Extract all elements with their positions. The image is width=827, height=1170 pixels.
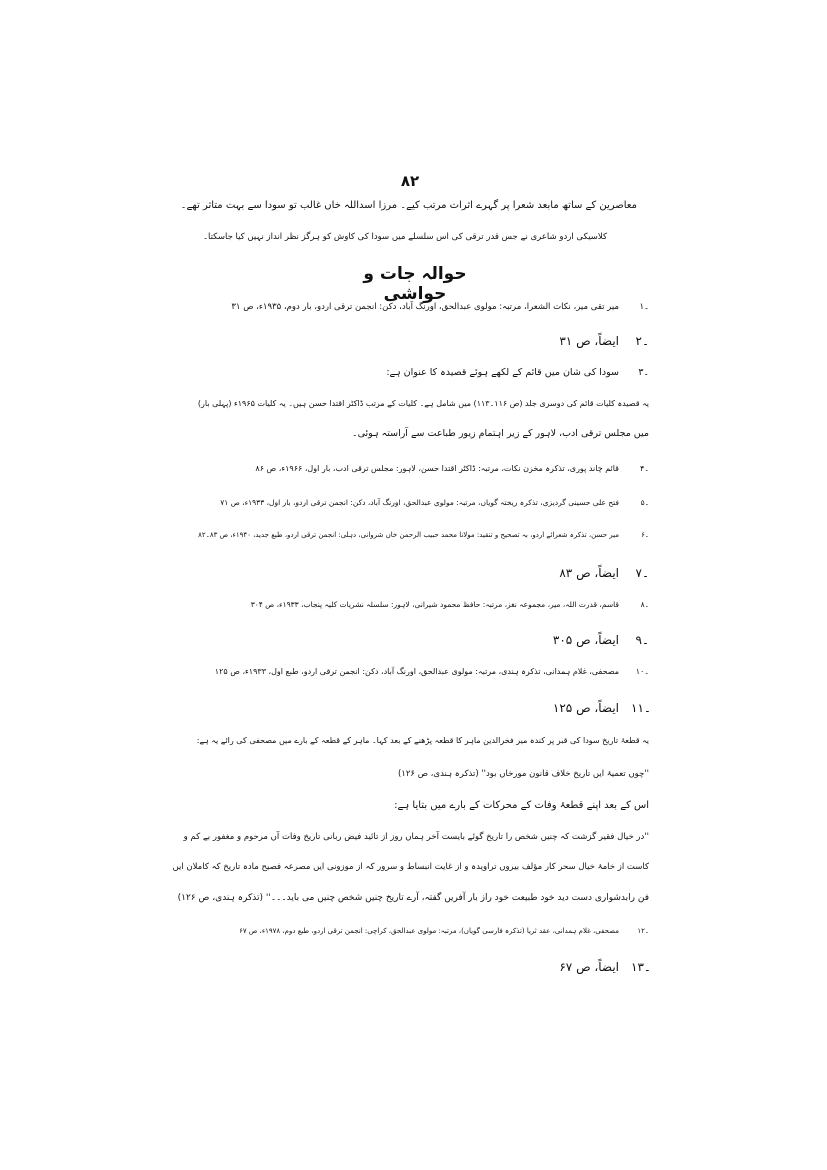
footnote-text: قائم چاند پوری، تذکرہ مخزن نکات، مرتبہ: ڈاکٹر اقتدا حسن، لاہور: مجلس ترقی ادب، بار اول، ۱۹۶۶ء، ص ۸۶ (255, 464, 619, 473)
footnote-12 (219, 927, 649, 935)
footnote-number: ۸۔ (640, 600, 649, 609)
footnote-11-continuation-2: اس کے بعد اپنے قطعۂ وفات کے محرکات کے بارے میں بتایا ہے: (394, 800, 649, 811)
footnote-3-continuation-2: میں مجلس ترقی ادب، لاہور کے زیر اہتمام زیور طباعت سے آراستہ ہوئی۔ (352, 428, 649, 439)
footnote-number: ۷۔ (635, 566, 649, 580)
footnote-10 (201, 667, 649, 677)
page-number: ۸۲ (400, 172, 420, 190)
section-heading: حوالہ جات و حواشی (363, 264, 467, 304)
footnote-number: ۱۔ (639, 302, 649, 312)
footnote-number: ۱۱۔ (631, 701, 651, 715)
footnote-text: مصحفی، غلام ہمدانی، تذکرہ ہندی، مرتبہ: مولوی عبدالحق، اورنگ آباد، دکن: انجمن ترقی اردو، طبع اول، ۱۹۳۳ء، ص ۱۲۵ (214, 667, 619, 676)
footnote-5 (217, 498, 649, 507)
intro-line-1: معاصرین کے ساتھ مابعد شعرا پر گہرے اثرات مرتب کیے۔ مرزا اسداللہ خاں غالب تو سودا سے بہت متاثر تھے۔ (180, 200, 637, 211)
footnote-number: ۹۔ (635, 633, 649, 647)
footnote-text: ایضاً، ص ۱۲۵ (552, 701, 619, 715)
footnote-text: ایضاً، ص ۸۳ (559, 566, 619, 580)
footnote-8 (249, 600, 649, 609)
footnote-text: ایضاً، ص ۳۱ (559, 334, 619, 348)
footnote-text: فتح علی حسینی گردیزی، تذکرہ ریختہ گویاں، مرتبہ: مولوی عبدالحق، اورنگ آباد، دکن: انجمن ترقی اردو، بار اول، ۱۹۳۳ء، ص ۷۱ (220, 498, 619, 507)
footnote-number: ۱۲۔ (637, 927, 649, 935)
footnote-11-quote-2-line-2: کاست از خامۂ خیال سحر کار مؤلف بیروں تراویدہ و از غایت انبساط و سرور کہ از موزونی ایں مصرعہ فصیح مادہ تاریخ کہ کاملان ایں (172, 862, 649, 872)
footnote-11-quote-2-line-3: فن رابدشواری دست دید خود طبیعت خود راز بار آفریں گفتہ، آرے تاریخ چنیں شخص چنیں می باید۔۔۔'' (تذکرہ ہندی، ص ۱۲۶) (177, 893, 649, 903)
footnote-number: ۲۔ (635, 334, 649, 348)
footnote-text: سودا کی شان میں قائم کے لکھے ہوئے قصیدہ کا عنوان ہے: (386, 367, 619, 378)
footnote-text: ایضاً، ص ۳۰۵ (552, 633, 619, 647)
footnote-11 (499, 701, 649, 715)
footnote-number: ۱۳۔ (631, 960, 651, 974)
footnote-2 (499, 334, 649, 348)
footnote-text: مصحفی، غلام ہمدانی، عقد ثریا (تذکرہ فارسی گویاں)، مرتبہ: مولوی عبدالحق، کراچی: انجمن ترقی اردو، طبع دوم، ۱۹۷۸ء، ص ۶۷ (239, 927, 619, 935)
footnote-number: ۴۔ (640, 464, 649, 473)
footnote-number: ۳۔ (638, 367, 649, 378)
footnote-4 (241, 464, 649, 474)
footnote-11-quote-2-line-1: ''در خیال فقیر گزشت کہ چنیں شخص را تاریخ گوئے بایست آخر ہماں روز از تائید فیض ربانی تاریخ وفات آں مرحوم و مغفور بے کم و (183, 832, 649, 842)
footnote-6 (189, 531, 649, 539)
footnote-text: ایضاً، ص ۶۷ (559, 960, 619, 974)
footnote-text: میر حسن، تذکرہ شعرائے اردو، بہ تصحیح و تنقید: مولانا محمد حبیب الرحمن خاں شروانی، دہلی: انجمن ترقی اردو، طبع جدید، ۱۹۴۰ء، ص ۸۳۔۸۲ (198, 531, 619, 539)
footnote-1 (217, 302, 649, 312)
footnote-number: ۵۔ (640, 498, 649, 507)
footnote-11-quote-1: ''چوں تعمیۂ ایں تاریخ خلاف قانون مورخاں بود'' (تذکرہ ہندی، ص ۱۲۶) (397, 769, 649, 779)
footnote-11-continuation-1: یہ قطعۂ تاریخ سودا کی قبر پر کندہ میر فخرالدین ماہر کا قطعہ پڑھنے کے بعد کہا۔ ماہر کے قطعہ کے بارے میں مصحفی کی رائے یہ ہے: (196, 736, 649, 745)
intro-line-2: کلاسیکی اردو شاعری نے جس قدر ترقی کی اس سلسلے میں سودا کی کاوش کو ہرگز نظر انداز نہیں کیا جاسکتا۔ (203, 232, 607, 242)
footnote-text: میر تقی میر، نکات الشعرا، مرتبہ: مولوی عبدالحق، اورنگ آباد، دکن: انجمن ترقی اردو، بار دوم، ۱۹۳۵ء، ص ۳۱ (231, 302, 619, 312)
footnote-number: ۶۔ (641, 531, 649, 539)
footnote-13 (499, 960, 649, 974)
footnote-number: ۱۰۔ (635, 667, 649, 676)
footnote-9 (499, 633, 649, 647)
footnote-3 (379, 367, 649, 378)
footnote-3-continuation-1: یہ قصیدہ کلیات قائم کی دوسری جلد (ص ۱۱۶۔۱۱۳) میں شامل ہے۔ کلیات کے مرتب ڈاکٹر اقتدا حسن ہیں۔ یہ کلیات ۱۹۶۵ء (پہلی بار) (197, 399, 649, 408)
footnote-7 (499, 566, 649, 580)
footnote-text: قاسم، قدرت اللہ، میر، مجموعہ نغز، مرتبہ: حافظ محمود شیرانی، لاہور: سلسلہ نشریات کلیہ پنجاب، ۱۹۳۳ء، ص ۳۰۴ (250, 600, 619, 609)
